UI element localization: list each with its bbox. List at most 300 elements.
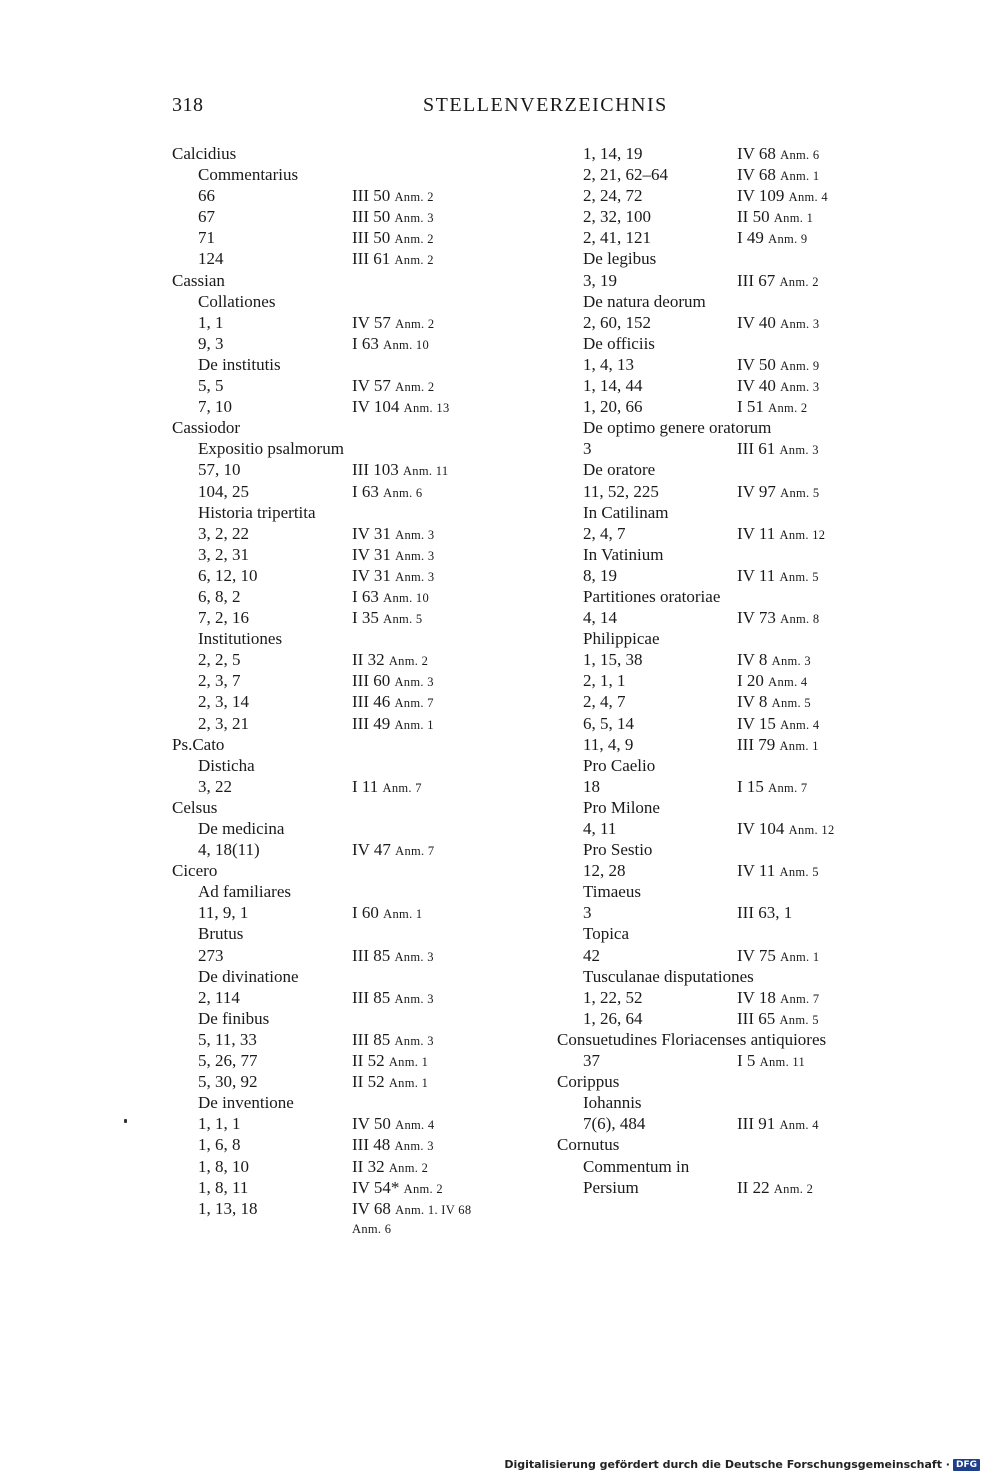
reference-note: Anm. 7 — [382, 780, 422, 795]
entry-label: De divinatione — [198, 966, 299, 986]
entry-label: Brutus — [198, 924, 244, 944]
index-entry-passage — [557, 713, 957, 734]
reference-volume-page: III 60 — [352, 671, 391, 691]
reference-volume-page: IV 75 — [737, 945, 776, 965]
index-entry-work — [172, 291, 552, 312]
entry-reference — [352, 459, 448, 482]
entry-label: De optimo genere oratorum — [583, 418, 772, 438]
reference-volume-page: I 63 — [352, 333, 379, 353]
entry-label: 7(6), 484 — [583, 1114, 646, 1134]
entry-label: 3, 2, 22 — [198, 523, 249, 543]
index-entry-work — [557, 586, 957, 607]
reference-volume-page: IV 50 — [737, 354, 776, 374]
index-entry-passage — [172, 1071, 552, 1092]
entry-label: 2, 41, 121 — [583, 228, 651, 248]
entry-label: 2, 2, 5 — [198, 650, 241, 670]
index-entry-work — [557, 459, 957, 480]
index-entry-passage — [172, 375, 552, 396]
entry-label: 1, 8, 10 — [198, 1156, 249, 1176]
entry-label: In Vatinium — [583, 544, 664, 564]
index-entry-passage — [557, 902, 957, 923]
entry-label: 2, 60, 152 — [583, 312, 651, 332]
entry-reference — [352, 902, 422, 925]
entry-label: De legibus — [583, 249, 657, 269]
entry-reference — [737, 818, 835, 841]
index-entry-work — [172, 438, 552, 459]
index-entry-passage — [557, 185, 957, 206]
entry-reference — [352, 481, 422, 504]
reference-note: Anm. 3 — [394, 675, 434, 690]
entry-label: 2, 1, 1 — [583, 671, 626, 691]
reference-note: Anm. 1 — [780, 169, 820, 184]
index-entry-work — [557, 881, 957, 902]
reference-note: Anm. 3 — [394, 1139, 434, 1154]
index-entry-passage — [172, 1198, 552, 1219]
reference-volume-page: II 22 — [737, 1177, 770, 1197]
index-entry-passage — [557, 206, 957, 227]
entry-reference — [737, 354, 819, 377]
index-entry-work — [172, 628, 552, 649]
entry-label: 6, 12, 10 — [198, 565, 258, 585]
entry-reference — [737, 270, 819, 293]
entry-reference — [352, 1071, 428, 1094]
entry-reference — [737, 1050, 805, 1073]
reference-volume-page: III 50 — [352, 207, 391, 227]
entry-label: 1, 13, 18 — [198, 1198, 258, 1218]
index-entry-passage — [557, 1113, 957, 1134]
index-entry-work — [557, 333, 957, 354]
index-entry-passage — [172, 248, 552, 269]
index-entry-passage — [557, 143, 957, 164]
reference-volume-page: IV 109 — [737, 186, 785, 206]
index-entry-passage — [172, 607, 552, 628]
entry-label: 273 — [198, 945, 224, 965]
reference-note: Anm. 4 — [780, 717, 820, 732]
reference-note: Anm. 3 — [779, 443, 819, 458]
index-column-right — [557, 143, 957, 1198]
index-entry-passage — [172, 565, 552, 586]
index-entry-work — [557, 291, 957, 312]
reference-note: Anm. 13 — [403, 401, 450, 416]
entry-reference — [737, 1177, 813, 1200]
index-entry-passage — [172, 691, 552, 712]
entry-reference — [737, 649, 811, 672]
index-entry-work — [557, 544, 957, 565]
entry-reference — [352, 586, 429, 609]
entry-reference — [737, 185, 828, 208]
entry-label: Persium — [583, 1177, 639, 1197]
entry-label: 18 — [583, 776, 600, 796]
reference-note: Anm. 2 — [388, 1160, 429, 1175]
reference-note: Anm. 1 — [394, 717, 434, 732]
entry-label: 3, 2, 31 — [198, 544, 249, 564]
entry-label: 3 — [583, 903, 592, 923]
entry-reference — [737, 523, 825, 546]
reference-note: Anm. 5 — [780, 485, 820, 500]
reference-note: Anm. 3 — [394, 211, 434, 226]
dfg-logo-icon: DFG — [953, 1459, 980, 1471]
reference-note: Anm. 4 — [768, 675, 808, 690]
reference-volume-page: I 35 — [352, 608, 379, 628]
entry-label: Historia tripertita — [198, 502, 316, 522]
entry-label: 12, 28 — [583, 861, 626, 881]
reference-volume-page: IV 57 — [352, 376, 391, 396]
reference-volume-page: I 60 — [352, 903, 379, 923]
index-entry-work — [172, 755, 552, 776]
entry-label: 2, 3, 7 — [198, 671, 241, 691]
entry-reference — [352, 185, 434, 208]
entry-reference — [737, 1008, 819, 1031]
reference-volume-page: I 63 — [352, 481, 379, 501]
reference-volume-page: III 63, 1 — [737, 903, 793, 923]
entry-label: 2, 4, 7 — [583, 523, 626, 543]
index-entry-passage — [172, 1113, 552, 1134]
index-entry-passage — [557, 565, 957, 586]
index-entry-passage — [557, 375, 957, 396]
entry-reference — [352, 607, 422, 630]
index-entry-work — [172, 923, 552, 944]
entry-reference — [352, 987, 434, 1010]
reference-volume-page: III 49 — [352, 713, 391, 733]
reference-volume-page: IV 104 — [737, 819, 785, 838]
reference-volume-page: IV 11 — [737, 523, 776, 543]
entry-label: 7, 2, 16 — [198, 608, 249, 628]
reference-volume-page: II 52 — [352, 1051, 385, 1071]
reference-note: Anm. 3 — [394, 1033, 434, 1048]
reference-note: Anm. 1. IV 68 — [395, 1202, 472, 1217]
reference-volume-page: I 11 — [352, 776, 379, 796]
entry-reference — [737, 396, 807, 419]
reference-note: Anm. 3 — [780, 316, 820, 331]
reference-note: Anm. 2 — [394, 253, 434, 268]
index-entry-passage — [172, 649, 552, 670]
entry-label: 6, 5, 14 — [583, 713, 634, 733]
index-entry-passage — [557, 481, 957, 502]
footer-credit-text: Digitalisierung gefördert durch die Deutsche Forschungsgemeinschaft · — [504, 1458, 950, 1471]
index-entry-work — [172, 966, 552, 987]
entry-reference — [352, 1156, 428, 1179]
reference-note: Anm. 3 — [394, 949, 434, 964]
index-entry-passage — [172, 1050, 552, 1071]
entry-label: 11, 4, 9 — [583, 734, 634, 754]
entry-label: Cicero — [172, 861, 218, 881]
index-entry-passage — [172, 902, 552, 923]
index-entry-passage — [557, 945, 957, 966]
reference-volume-page: III 91 — [737, 1114, 776, 1134]
reference-volume-page: IV 40 — [737, 376, 776, 396]
entry-label: 37 — [583, 1051, 600, 1071]
entry-label: 4, 11 — [583, 819, 617, 838]
entry-reference — [737, 227, 807, 250]
index-entry-author — [172, 417, 552, 438]
entry-label: 3, 19 — [583, 270, 617, 290]
reference-note: Anm. 1 — [780, 949, 820, 964]
reference-note: Anm. 2 — [403, 1181, 443, 1196]
entry-label: Consuetudines Floriacenses antiquiores — [557, 1029, 827, 1049]
reference-note: Anm. 12 — [788, 823, 835, 837]
entry-label: 5, 11, 33 — [198, 1029, 257, 1049]
reference-volume-page: IV 15 — [737, 713, 776, 733]
reference-note: Anm. 2 — [388, 654, 429, 669]
entry-reference — [352, 670, 434, 693]
reference-volume-page: III 85 — [352, 987, 391, 1007]
entry-reference — [737, 164, 819, 187]
reference-volume-page: III 61 — [352, 249, 391, 269]
entry-label: Topica — [583, 924, 630, 944]
entry-label: De medicina — [198, 819, 285, 838]
entry-label: Calcidius — [172, 144, 237, 163]
index-entry-passage — [172, 227, 552, 248]
reference-note: Anm. 3 — [395, 569, 435, 584]
index-entry-passage — [557, 607, 957, 628]
reference-note: Anm. 1 — [388, 1055, 429, 1070]
index-entry-passage — [172, 396, 552, 417]
entry-reference — [737, 143, 819, 166]
index-entry-passage — [557, 227, 957, 248]
entry-label: 2, 21, 62–64 — [583, 165, 668, 185]
reference-note: Anm. 6 — [383, 485, 423, 500]
index-entry-passage — [172, 987, 552, 1008]
entry-label: In Catilinam — [583, 502, 669, 522]
reference-note: Anm. 5 — [779, 569, 819, 584]
reference-note: Anm. 2 — [768, 401, 808, 416]
reference-note: Anm. 2 — [395, 316, 435, 331]
reference-volume-page: IV 68 — [737, 144, 776, 163]
entry-label: Partitiones oratoriae — [583, 586, 721, 606]
index-entry-author — [172, 860, 552, 881]
reference-volume-page: IV 50 — [352, 1114, 391, 1134]
entry-label: Tusculanae disputationes — [583, 966, 754, 986]
reference-note: Anm. 3 — [394, 991, 434, 1006]
index-entry-passage — [172, 333, 552, 354]
reference-volume-page: I 20 — [737, 671, 764, 691]
entry-reference — [352, 544, 434, 567]
index-entry-work — [172, 1008, 552, 1029]
index-entry-author — [172, 797, 552, 818]
reference-note: Anm. 2 — [394, 190, 434, 205]
entry-reference — [352, 227, 434, 250]
entry-reference — [352, 1050, 428, 1073]
entry-label: Pro Milone — [583, 797, 660, 817]
running-title: STELLENVERZEICHNIS — [423, 94, 668, 116]
reference-note: Anm. 4 — [395, 1118, 435, 1133]
reference-note: Anm. 3 — [395, 527, 435, 542]
entry-label: 1, 22, 52 — [583, 987, 643, 1007]
reference-note: Anm. 5 — [771, 696, 811, 711]
reference-note: Anm. 2 — [773, 1181, 814, 1196]
entry-label: 2, 114 — [198, 987, 240, 1007]
entry-label: 1, 20, 66 — [583, 397, 643, 417]
index-entry-work — [172, 1092, 552, 1113]
reference-volume-page: IV 11 — [737, 565, 776, 585]
reference-volume-page: IV 57 — [352, 312, 391, 332]
reference-volume-page: IV 47 — [352, 840, 391, 860]
index-entry-work — [557, 923, 957, 944]
entry-label: Pro Caelio — [583, 755, 656, 775]
entry-label: Institutiones — [198, 629, 283, 649]
entry-reference — [352, 649, 428, 672]
index-entry-passage — [557, 818, 957, 839]
entry-label: 9, 3 — [198, 333, 224, 353]
index-entry-passage — [172, 459, 552, 480]
index-entry-work — [557, 797, 957, 818]
index-entry-passage — [557, 987, 957, 1008]
reference-volume-page: I 51 — [737, 397, 764, 417]
reference-volume-page: III 103 — [352, 460, 399, 480]
index-entry-passage — [172, 523, 552, 544]
reference-volume-page: III 48 — [352, 1135, 391, 1155]
entry-label: 3, 22 — [198, 776, 232, 796]
entry-reference — [737, 481, 819, 504]
index-entry-passage — [172, 1134, 552, 1155]
reference-note: Anm. 8 — [780, 612, 820, 627]
entry-label: Cassian — [172, 270, 225, 290]
entry-label: De inventione — [198, 1093, 294, 1113]
reference-note: Anm. 3 — [780, 380, 820, 395]
entry-label: 4, 14 — [583, 608, 617, 628]
reference-volume-page: III 85 — [352, 945, 391, 965]
entry-reference — [352, 396, 450, 419]
reference-volume-page: IV 54* — [352, 1177, 400, 1197]
reference-note: Anm. 7 — [768, 780, 808, 795]
entry-label: Timaeus — [583, 882, 641, 902]
index-entry-passage — [557, 670, 957, 691]
entry-label: 42 — [583, 945, 600, 965]
reference-volume-page: II 32 — [352, 1156, 385, 1176]
index-entry-passage — [557, 312, 957, 333]
index-entry-passage — [557, 396, 957, 417]
entry-label: Ps.Cato — [172, 734, 225, 754]
entry-reference — [737, 860, 819, 883]
entry-label: De finibus — [198, 1008, 270, 1028]
index-entry-work — [172, 818, 552, 839]
index-entry-passage — [172, 776, 552, 797]
index-entry-author — [557, 1134, 957, 1155]
entry-reference — [737, 713, 819, 736]
reference-volume-page: IV 104 — [352, 397, 400, 417]
reference-note: Anm. 9 — [768, 232, 808, 247]
entry-reference — [737, 607, 819, 630]
reference-volume-page: IV 73 — [737, 608, 776, 628]
index-entry-work — [557, 628, 957, 649]
reference-volume-page: III 67 — [737, 270, 776, 290]
index-entry-work — [557, 755, 957, 776]
reference-volume-page: III 79 — [737, 734, 776, 754]
entry-reference — [737, 902, 792, 923]
entry-label: 1, 15, 38 — [583, 650, 643, 670]
entry-label: 66 — [198, 186, 215, 206]
reference-note: Anm. 9 — [780, 358, 820, 373]
entry-label: 124 — [198, 249, 224, 269]
entry-label: 1, 1 — [198, 312, 224, 332]
reference-note: Anm. 1 — [779, 738, 819, 753]
entry-label: 1, 14, 19 — [583, 144, 643, 163]
entry-label: 1, 26, 64 — [583, 1008, 643, 1028]
entry-label: 1, 6, 8 — [198, 1135, 241, 1155]
index-entry-passage — [557, 776, 957, 797]
index-entry-work — [557, 417, 957, 438]
reference-volume-page: II 52 — [352, 1072, 385, 1092]
index-entry-passage — [172, 481, 552, 502]
entry-label: Expositio psalmorum — [198, 439, 344, 459]
reference-volume-page: IV 68 — [737, 165, 776, 185]
entry-label: Commentarius — [198, 165, 299, 185]
entry-reference — [352, 1198, 471, 1221]
index-entry-passage — [557, 354, 957, 375]
index-entry-passage — [172, 839, 552, 860]
reference-volume-page: I 49 — [737, 228, 764, 248]
print-speck — [124, 1119, 127, 1123]
reference-volume-page: IV 97 — [737, 481, 776, 501]
entry-reference — [352, 1029, 434, 1052]
entry-reference — [352, 945, 434, 968]
entry-reference — [352, 523, 434, 546]
entry-reference — [737, 987, 819, 1010]
index-entry-passage — [172, 1177, 552, 1198]
reference-note: Anm. 5 — [779, 1012, 819, 1027]
reference-note: Anm. 3 — [771, 654, 811, 669]
index-entry-passage — [557, 1050, 957, 1071]
reference-volume-page: III 85 — [352, 1029, 391, 1049]
index-entry-passage — [557, 649, 957, 670]
reference-volume-page: III 61 — [737, 439, 776, 459]
entry-label: 2, 3, 14 — [198, 692, 249, 712]
entry-reference — [737, 945, 819, 968]
index-entry-passage — [557, 438, 957, 459]
entry-reference — [352, 713, 434, 736]
entry-label: De oratore — [583, 460, 656, 480]
reference-note: Anm. 11 — [759, 1055, 806, 1070]
entry-reference — [352, 691, 434, 714]
reference-volume-page: IV 31 — [352, 544, 391, 564]
index-column-left — [172, 143, 552, 1241]
index-entry-passage — [172, 312, 552, 333]
reference-note: Anm. 4 — [779, 1118, 819, 1133]
entry-label: 3 — [583, 439, 592, 459]
entry-reference — [737, 438, 819, 461]
reference-note: Anm. 5 — [383, 612, 423, 627]
reference-volume-page: IV 8 — [737, 650, 768, 670]
entry-label: Cassiodor — [172, 418, 240, 438]
index-entry-work — [172, 354, 552, 375]
page-number: 318 — [172, 94, 204, 116]
entry-label: 2, 3, 21 — [198, 713, 249, 733]
reference-note: Anm. 5 — [779, 865, 819, 880]
reference-note: Anm. 10 — [383, 337, 430, 352]
reference-volume-page: II 50 — [737, 207, 770, 227]
reference-note: Anm. 1 — [388, 1076, 429, 1091]
entry-reference — [352, 1113, 434, 1136]
entry-reference — [352, 1134, 434, 1157]
index-entry-passage — [557, 1008, 957, 1029]
index-entry-passage — [557, 164, 957, 185]
entry-reference — [352, 312, 434, 335]
entry-label: Celsus — [172, 797, 218, 817]
index-entry-passage — [172, 586, 552, 607]
entry-label: 1, 8, 11 — [198, 1177, 249, 1197]
entry-label: 6, 8, 2 — [198, 586, 241, 606]
reference-note: Anm. 2 — [779, 274, 819, 289]
index-entry-passage — [557, 523, 957, 544]
index-entry-passage — [172, 1156, 552, 1177]
entry-label: 4, 18(11) — [198, 840, 260, 860]
reference-volume-page: III 65 — [737, 1008, 776, 1028]
entry-label: 104, 25 — [198, 481, 249, 501]
entry-reference — [737, 565, 819, 588]
reference-volume-page: IV 31 — [352, 565, 391, 585]
reference-volume-page: III 50 — [352, 186, 391, 206]
reference-note: Anm. 7 — [394, 696, 434, 711]
